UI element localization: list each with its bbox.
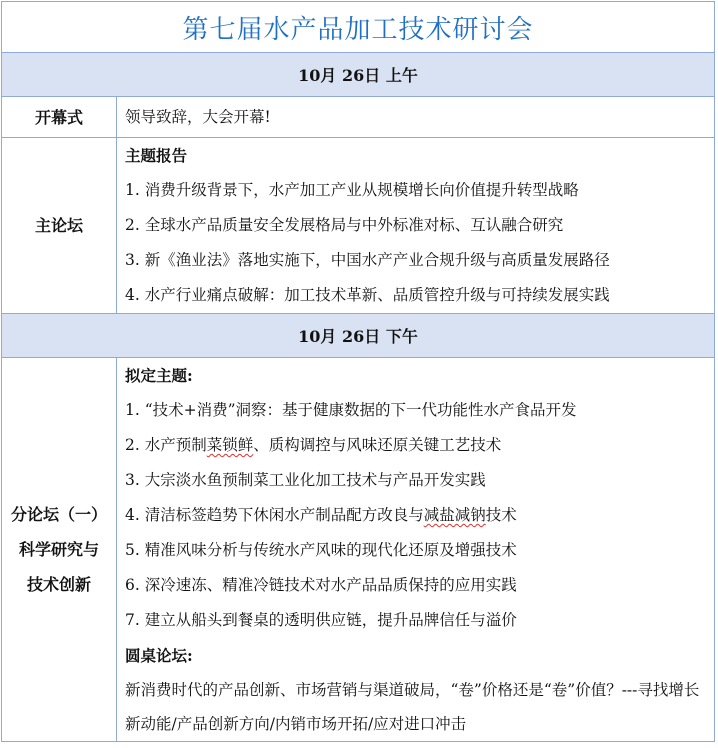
sub-forum-item-text: 、质构调控与风味还原关键工艺技术 [253,436,502,454]
main-forum-item: 3. 新《渔业法》落地实施下，中国水产产业合规升级与高质量发展路径 [125,251,610,269]
afternoon-date-label: 10月 26日 下午 [2,314,715,358]
opening-text: 领导致辞，大会开幕! [125,107,271,126]
sub-forum-item: 3. 大宗淡水鱼预制菜工业化加工技术与产品开发实践 [125,471,486,489]
sub-forum-item: 5. 精准风味分析与传统水产风味的现代化还原及增强技术 [125,541,517,559]
main-forum-item: 2. 全球水产品质量安全发展格局与中外标准对标、互认融合研究 [125,216,564,234]
sub-forum-label-line: 分论坛（一） [10,505,107,524]
sub-forum-row [2,358,715,742]
main-forum-label: 主论坛 [2,138,117,314]
sub-forum-content [117,358,715,742]
morning-date-label: 10月 26日 上午 [2,53,715,97]
sub-forum-item-text: 2. 水产预制 [125,436,207,454]
main-forum-row [2,138,715,314]
afternoon-date-row [2,314,715,358]
main-forum-heading: 主题报告 [125,146,188,165]
conference-title: 第七届水产品加工技术研讨会 [2,2,715,53]
main-forum-content [117,138,715,314]
morning-date-row [2,53,715,97]
sub-forum-item-text: 4. 清洁标签趋势下休闲水产制品配方改良与 [125,506,424,524]
opening-label: 开幕式 [2,97,117,138]
sub-forum-label-line: 科学研究与 [18,540,99,559]
main-forum-item: 1. 消费升级背景下，水产加工产业从规模增长向价值提升转型战略 [125,181,579,199]
sub-forum-item: 7. 建立从船头到餐桌的透明供应链，提升品牌信任与溢价 [125,611,517,629]
roundtable-heading: 圆桌论坛: [125,646,193,665]
title-row [2,2,715,53]
spellcheck-flagged-word[interactable]: 菜锁鲜 [206,436,254,454]
agenda-table [1,1,715,742]
sub-forum-item [125,428,706,463]
sub-forum-heading: 拟定主题: [125,366,193,385]
sub-forum-item: 6. 深冷速冻、精准冷链技术对水产品品质保持的应用实践 [125,576,517,594]
spellcheck-flagged-word[interactable]: 减盐减钠 [423,506,486,524]
main-forum-item: 4. 水产行业痛点破解：加工技术革新、品质管控升级与可持续发展实践 [125,286,610,304]
sub-forum-item-text: 技术 [485,506,517,524]
sub-forum-label-line: 技术创新 [26,575,91,594]
opening-content [117,97,715,138]
opening-row [2,97,715,138]
roundtable-text: 新消费时代的产品创新、市场营销与渠道破局，“卷”价格还是“卷”价值？---寻找增长新动能/产品创新方向/内销市场开拓/应对进口冲击 [125,681,700,733]
sub-forum-item: 1. “技术+消费”洞察：基于健康数据的下一代功能性水产食品开发 [125,401,577,419]
sub-forum-item [125,498,706,533]
sub-forum-label [2,358,117,742]
